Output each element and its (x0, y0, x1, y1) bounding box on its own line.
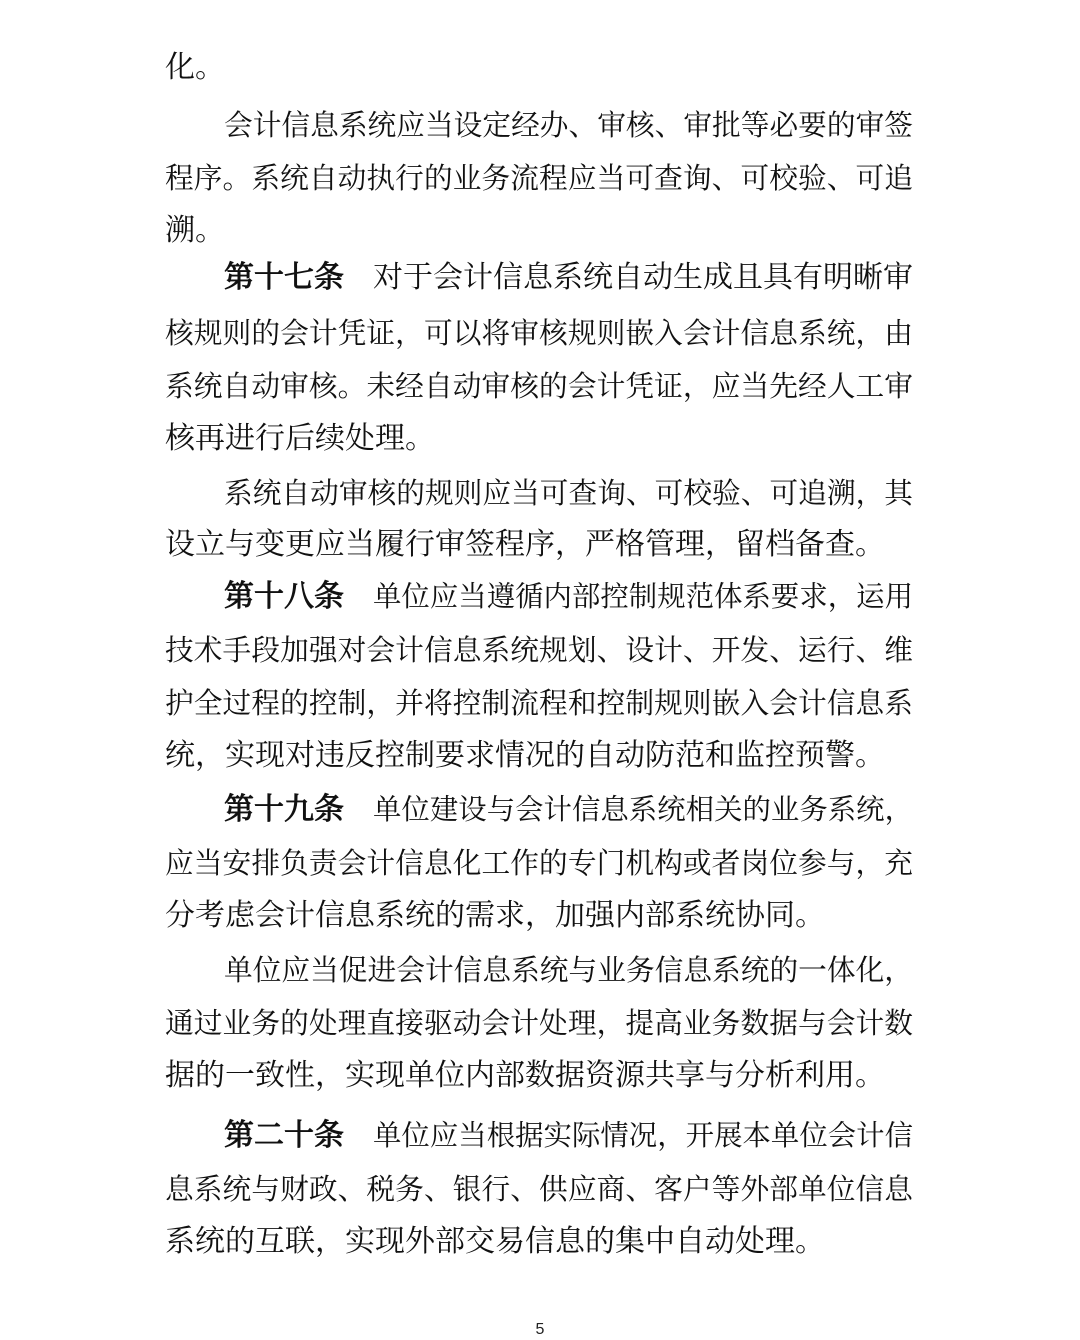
text-line: 核规则的会计凭证，可以将审核规则嵌入会计信息系统，由 (165, 316, 914, 350)
text-line: 程序。系统自动执行的业务流程应当可查询、可校验、可追 (165, 161, 914, 195)
text-line: 技术手段加强对会计信息系统规划、设计、开发、运行、维 (165, 633, 914, 667)
text-line: 护全过程的控制，并将控制流程和控制规则嵌入会计信息系 (165, 686, 914, 720)
text-line: 单位应当促进会计信息系统与业务信息系统的一体化， (224, 953, 914, 987)
text-line: 据的一致性，实现单位内部数据资源共享与分析利用。 (165, 1058, 885, 1093)
text-line: 设立与变更应当履行审签程序，严格管理，留档备查。 (165, 527, 885, 562)
page-number: 5 (535, 1321, 545, 1338)
text-line: 对于会计信息系统自动生成且具有明晰审 (373, 260, 913, 295)
text-line: 单位建设与会计信息系统相关的业务系统， (373, 793, 914, 826)
text-line: 统，实现对违反控制要求情况的自动防范和监控预警。 (165, 738, 885, 773)
text-line: 系统的互联，实现外部交易信息的集中自动处理。 (165, 1224, 825, 1259)
text-line: 应当安排负责会计信息化工作的专门机构或者岗位参与，充 (165, 846, 914, 880)
text-line: 核再进行后续处理。 (165, 421, 435, 456)
text-line: 单位应当遵循内部控制规范体系要求，运用 (373, 580, 914, 613)
text-line: 单位应当根据实际情况，开展本单位会计信 (373, 1119, 914, 1152)
article-title-18: 第十八条 (224, 579, 344, 614)
article-title-20: 第二十条 (224, 1118, 344, 1153)
text-line: 溯。 (165, 213, 225, 248)
text-line: 系统自动审核的规则应当可查询、可校验、可追溯，其 (224, 476, 914, 510)
text-line: 化。 (165, 50, 225, 85)
text-line: 息系统与财政、税务、银行、供应商、客户等外部单位信息 (165, 1172, 914, 1206)
text-line: 系统自动审核。未经自动审核的会计凭证，应当先经人工审 (165, 369, 914, 403)
article-title-17: 第十七条 (224, 260, 344, 295)
text-line: 通过业务的处理直接驱动会计处理，提高业务数据与会计数 (165, 1006, 914, 1040)
article-title-19: 第十九条 (224, 792, 344, 827)
text-line: 会计信息系统应当设定经办、审核、审批等必要的审签 (224, 108, 914, 142)
text-line: 分考虑会计信息系统的需求，加强内部系统协同。 (165, 898, 825, 933)
